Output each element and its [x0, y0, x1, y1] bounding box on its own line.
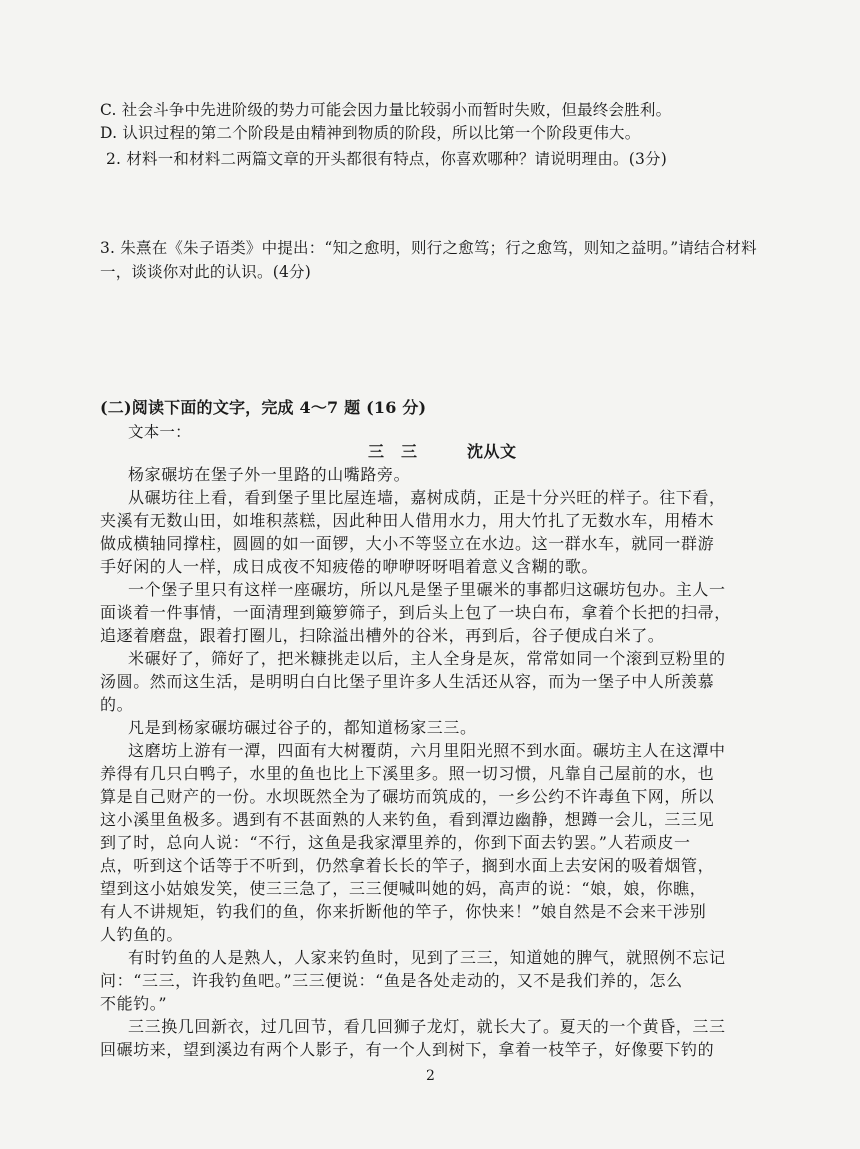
- paragraph-line: 凡是到杨家碾坊碾过谷子的，都知道杨家三三。: [128, 718, 477, 737]
- paragraph-line: 问：“三三，许我钓鱼吧。”三三便说：“鱼是各处走动的，又不是我们养的，怎么: [100, 971, 683, 990]
- paragraph-line: 有人不讲规矩，钓我们的鱼，你来折断他的竿子，你快来！”娘自然是不会来干涉别: [100, 902, 707, 921]
- question-2: 2. 材料一和材料二两篇文章的开头都很有特点，你喜欢哪种？请说明理由。(3分): [106, 150, 667, 168]
- paragraph-line: 望到这小姑娘发笑，使三三急了，三三便喊叫她的妈，高声的说：“娘，娘，你瞧，: [100, 879, 707, 898]
- story-title: 三 三 沈从文: [368, 442, 517, 461]
- paragraph-line: 杨家碾坊在堡子外一里路的山嘴路旁。: [128, 465, 411, 484]
- paragraph-line: 三三换几回新衣，过几回节，看几回狮子龙灯，就长大了。夏天的一个黄昏，三三: [128, 1017, 726, 1036]
- page-number: 2: [426, 1068, 435, 1084]
- paragraph-line: 回碾坊来，望到溪边有两个人影子，有一个人到树下，拿着一枝竿子，好像要下钓的: [100, 1040, 715, 1059]
- paragraph-line: 追逐着磨盘，跟着打圈儿，扫除溢出槽外的谷米，再到后，谷子便成白米了。: [100, 626, 665, 645]
- paragraph-line: 夹溪有无数山田，如堆积蒸糕，因此种田人借用水力，用大竹扎了无数水车，用椿木: [100, 511, 715, 530]
- paragraph-line: 养得有几只白鸭子，水里的鱼也比上下溪里多。照一切习惯，凡靠自己屋前的水，也: [100, 764, 715, 783]
- paragraph-line: 米碾好了，筛好了，把米糠挑走以后，主人全身是灰，常常如同一个滚到豆粉里的: [128, 649, 726, 668]
- paragraph-line: 一个堡子里只有这样一座碾坊，所以凡是堡子里碾米的事都归这碾坊包办。主人一: [128, 580, 726, 599]
- paragraph-line: 做成横轴同撑柱，圆圆的如一面锣，大小不等竖立在水边。这一群水车，就同一群游: [100, 534, 715, 553]
- paragraph-line: 到了时，总向人说：“不行，这鱼是我家潭里养的，你到下面去钓罢。”人若顽皮一: [100, 833, 691, 852]
- paragraph-line: 不能钓。”: [100, 994, 168, 1013]
- paragraph-line: 从碾坊往上看，看到堡子里比屋连墙，嘉树成荫，正是十分兴旺的样子。往下看，: [128, 488, 726, 507]
- paragraph-line: 点，听到这个话等于不听到，仍然拿着长长的竿子，搁到水面上去安闲的吸着烟管，: [100, 856, 715, 875]
- paragraph-line: 这磨坊上游有一潭，四面有大树覆荫，六月里阳光照不到水面。碾坊主人在这潭中: [128, 741, 726, 760]
- paragraph-line: 算是自己财产的一份。水坝既然全为了碾坊而筑成的，一乡公约不许毒鱼下网，所以: [100, 787, 715, 806]
- paragraph-line: 手好闲的人一样，成日成夜不知疲倦的咿咿呀呀唱着意义含糊的歌。: [100, 557, 599, 576]
- paragraph-line: 汤圆。然而这生活，是明明白白比堡子里许多人生活还从容，而为一堡子中人所羡慕: [100, 672, 715, 691]
- paragraph-line: 的。: [100, 695, 134, 714]
- text-label: 文本一：: [128, 423, 191, 441]
- paragraph-line: 人钓鱼的。: [100, 925, 184, 944]
- question-3-line-1: 3. 朱熹在《朱子语类》中提出：“知之愈明，则行之愈笃；行之愈笃，则知之益明。”请结合材料: [100, 239, 757, 257]
- section-header: (二)阅读下面的文字，完成 4～7 题 (16 分): [100, 398, 427, 417]
- option-d: D. 认识过程的第二个阶段是由精神到物质的阶段，所以比第一个阶段更伟大。: [100, 124, 641, 142]
- option-c: C. 社会斗争中先进阶级的势力可能会因力量比较弱小而暂时失败，但最终会胜利。: [100, 101, 672, 119]
- paragraph-line: 面谈着一件事情，一面清理到簸箩筛子，到后头上包了一块白布，拿着个长把的扫帚，: [100, 603, 731, 622]
- question-3-line-2: 一，谈谈你对此的认识。(4分): [100, 263, 311, 281]
- paragraph-line: 有时钓鱼的人是熟人，人家来钓鱼时，见到了三三，知道她的脾气，就照例不忘记: [128, 948, 726, 967]
- paragraph-line: 这小溪里鱼极多。遇到有不甚面熟的人来钓鱼，看到潭边幽静，想蹲一会儿，三三见: [100, 810, 715, 829]
